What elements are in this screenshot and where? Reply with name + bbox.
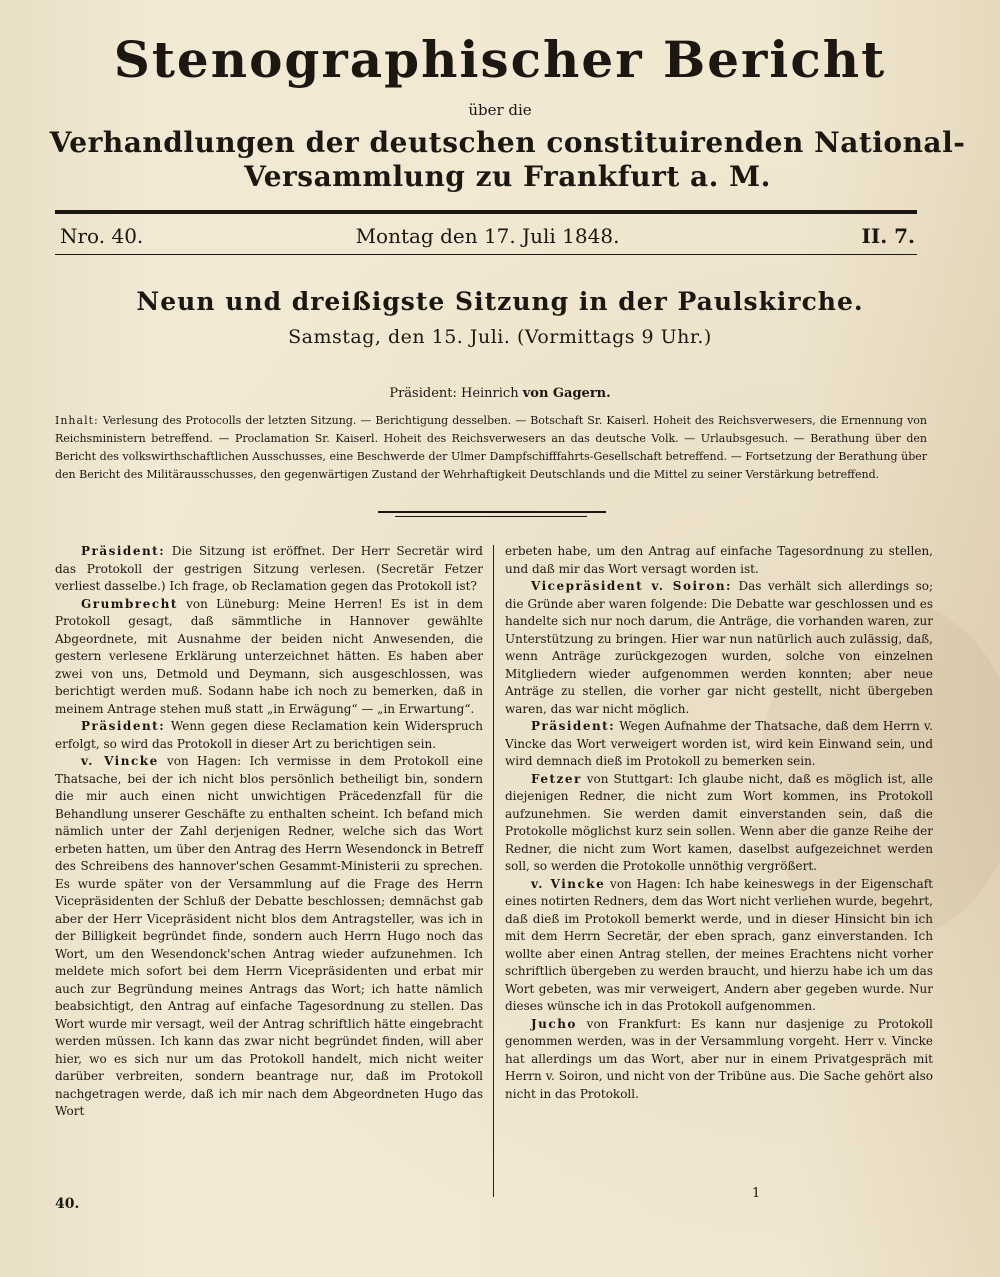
section-divider-thin <box>395 516 587 517</box>
right-column <box>505 543 933 1103</box>
speech-text: von Lüneburg: Meine Herren! Es ist in dem Protokoll gesagt, daß sämmtliche in Hannover gewählte Abgeordnete, mit Ausnahme der beiden nicht Anwesenden, die gestern verlesene Erklärung unterzeichnet hätten. Es haben aber zwei von uns, Detmold und Deymann, sich ausgeschlossen, was berichtigt werden muß. Sodann habe ich noch zu bemerken, daß in meinem Antrage stehen muß statt „in Erwägung“ — „in Erwartung“. <box>55 596 483 716</box>
president-label: Präsident: Heinrich <box>389 386 519 401</box>
speaker-name: Vicepräsident v. Soiron: <box>531 579 732 593</box>
speech-text: von Stuttgart: Ich glaube nicht, daß es möglich ist, alle diejenigen Redner, die nicht zum Wort kommen, ins Protokoll aufzunehmen. Sie werden damit einverstanden sein, daß die Protokolle möglichst kurz sein sollen. Wenn aber die ganze Reihe der Redner, die nicht zum Wort kamen, daselbst aufgezeichnet werden soll, so werden die Protokolle unnöthig vergrößert. <box>505 771 933 873</box>
header-rule-top <box>55 210 917 214</box>
issue-info-row <box>60 224 915 252</box>
speaker-name: v. Vincke <box>531 876 606 891</box>
speaker-name: Präsident: <box>81 544 166 558</box>
subtitle-line-2: Versammlung zu Frankfurt a. M. <box>244 160 771 193</box>
speech-paragraph <box>55 753 483 1121</box>
speech-paragraph <box>55 543 483 596</box>
speech-text: von Hagen: Ich habe keineswegs in der Eigenschaft eines notirten Redners, dem das Wort nicht verliehen wurde, begehrt, daß dieß im Protokoll bemerkt werde, und in dieser Hinsicht bin ich mit dem Herrn Secretär, der eben sprach, ganz einverstanden. Ich wollte aber einen Antrag stellen, der meines Erachtens nicht vorher schriftlich übergeben zu werden braucht, und hierzu habe ich um das Wort gebeten, was mir verweigert, Andern aber gegeben wurde. Nur dieses wünsche ich in das Protokoll aufgenommen. <box>505 876 933 1013</box>
session-title: Neun und dreißigste Sitzung in der Paulskirche. <box>136 287 864 316</box>
speech-text: Wenn gegen diese Reclamation kein Widerspruch erfolgt, so wird das Protokoll in dieser Art zu berichtigen sein. <box>55 719 483 751</box>
left-column <box>55 543 483 1121</box>
speech-paragraph <box>55 596 483 719</box>
speaker-name: Jucho <box>531 1016 577 1031</box>
contents-text: Verlesung des Protocolls der letzten Sitzung. — Berichtigung desselben. — Botschaft Sr. Kaiserl. Hoheit des Reichsverwesers, die Ernennung von Reichsministern betreffend. — Proclamation Sr. Kaiserl. Hoheit des Reichsverwesers an das deutsche Volk. — Urlaubsgesuch. — Berathung über den Bericht des volkswirthschaftlichen Ausschusses, eine Beschwerde der Ulmer Dampfschifffahrts-Gesellschaft betreffend. — Fortsetzung der Berathung über den Bericht des Militärausschusses, den gegenwärtigen Zustand der Wehrhaftigkeit Deutschlands und die Mittel zu seiner Verstärkung betreffend. <box>55 414 928 481</box>
title-connector: über die <box>468 101 532 119</box>
speech-paragraph <box>55 718 483 753</box>
issue-volume: II. 7. <box>861 224 915 248</box>
speech-paragraph <box>505 578 933 718</box>
speech-text: Das verhält sich allerdings so; die Gründe aber waren folgende: Die Debatte war geschlossen und es handelte sich nur noch darum, die Anträge, die vorhanden waren, zur Unterstützung zu bringen. Hier war nun natürlich auch zulässig, daß, wenn Anträge zurückgezogen wurden, solche von einzelnen Mitgliedern wieder aufgenommen werden konnten; aber neue Anträge zu stellen, die vorher gar nicht gestellt, nicht übergeben waren, das war nicht möglich. <box>505 579 934 716</box>
contents-summary <box>55 412 927 484</box>
issue-date: Montag den 17. Juli 1848. <box>355 224 620 248</box>
speech-paragraph <box>505 718 933 771</box>
speaker-name: Präsident: <box>531 719 616 733</box>
president-name: von Gagern. <box>522 386 611 401</box>
publication-subtitle <box>40 126 975 194</box>
session-date: Samstag, den 15. Juli. (Vormittags 9 Uhr.) <box>288 326 712 348</box>
subtitle-line-1: Verhandlungen der deutschen constituirenden National- <box>49 126 966 159</box>
header-rule-bottom <box>55 254 917 255</box>
issue-number: Nro. 40. <box>60 224 144 248</box>
publication-title: Stenographischer Bericht <box>113 30 887 89</box>
speech-text: von Hagen: Ich vermisse in dem Protokoll eine Thatsache, bei der ich nicht blos persönlich betheiligt bin, sondern die mir auch einen nicht unwichtigen Präcedenzfall für die Behandlung unserer Geschäfte zu enthalten scheint. Ich befand mich nämlich unter der Zahl derjenigen Redner, welche sich das Wort erbeten hatten, um über den Antrag des Herrn Wesendonck in Betreff des Schreibens des hannover'schen Gesammt-Ministerii zu sprechen. Es wurde später von der Versammlung auf die Frage des Herrn Vicepräsidenten der Schluß der Debatte beschlossen; demnächst gab aber der Herr Vicepräsident nicht blos dem Antragsteller, was ich in der Billigkeit begründet finde, sondern auch Herrn Hugo noch das Wort, um den Wesendonck'schen Antrag wieder aufzunehmen. Ich meldete mich sofort bei dem Herrn Vicepräsidenten und erbat mir auch zur Begründung meines Antrags das Wort; ich hatte nämlich beabsichtigt, den Antrag auf einfache Tagesordnung zu stellen. Das Wort wurde mir versagt, weil der Antrag schriftlich hätte eingebracht werden müssen. Ich kann das zwar nicht begründet finden, will aber hier, wo es sich nur um das Protokoll handelt, mich nicht weiter darüber verbreiten, sondern beantrage nur, daß im Protokoll nachgetragen werde, daß ich mir nach dem Abgeordneten Hugo das Wort <box>55 754 483 1118</box>
sheet-signature: 40. <box>55 1196 80 1212</box>
page-number: 1 <box>752 1186 761 1201</box>
contents-label: Inhalt: <box>55 414 99 427</box>
speech-paragraph <box>505 876 933 1016</box>
speech-paragraph <box>505 1016 933 1104</box>
speaker-name: v. Vincke <box>81 754 159 768</box>
president-line <box>0 386 1000 401</box>
speaker-name: Präsident: <box>81 719 166 733</box>
speech-paragraph <box>505 543 933 578</box>
speech-paragraph <box>505 771 933 876</box>
column-divider <box>493 545 494 1197</box>
speaker-name: Fetzer <box>531 771 582 786</box>
speech-text: Die Sitzung ist eröffnet. Der Herr Secretär wird das Protokoll der gestrigen Sitzung verlesen. (Secretär Fetzer verliest dasselbe.) Ich frage, ob Reclamation gegen das Protokoll ist? <box>55 544 483 593</box>
speech-text: Wegen Aufnahme der Thatsache, daß dem Herrn v. Vincke das Wort verweigert worden ist, wird kein Einwand sein, und wird demnach dieß im Protokoll zu bemerken sein. <box>505 719 933 768</box>
section-divider-thick <box>378 511 606 513</box>
speech-text: erbeten habe, um den Antrag auf einfache Tagesordnung zu stellen, und daß mir das Wort versagt worden ist. <box>505 544 933 576</box>
speaker-name: Grumbrecht <box>81 596 178 611</box>
speech-text: von Frankfurt: Es kann nur dasjenige zu Protokoll genommen werden, was in der Versammlung vorgeht. Herr v. Vincke hat allerdings um das Wort, aber nur in einem Privatgespräch mit Herrn v. Soiron, und nicht von der Tribüne aus. Die Sache gehört also nicht in das Protokoll. <box>505 1016 933 1101</box>
